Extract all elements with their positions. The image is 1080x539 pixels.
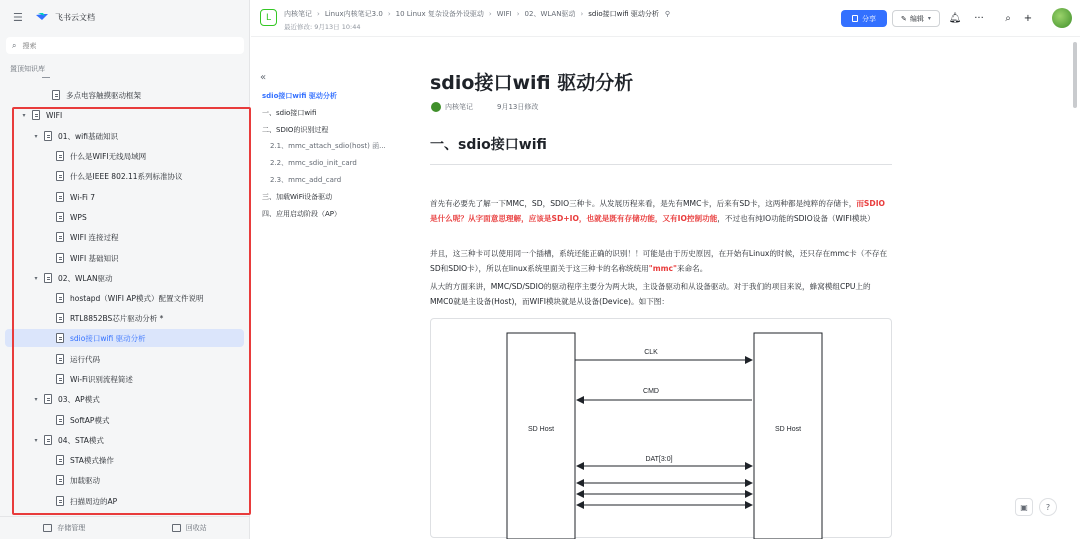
tree-item-label: Wi-Fi 7 [70, 192, 96, 202]
tree-item-label: 多点电容触摸驱动框架 [66, 90, 141, 100]
breadcrumb: 内核笔记 › Linux内核笔记3.0 › 10 Linux 复杂设备外设驱动 › WIFI › 02、WLAN驱动 › sdio接口wifi 驱动分析 ⚲ [284, 10, 671, 18]
doc-info-icon[interactable]: ▣ [1015, 498, 1033, 516]
document-title: sdio接口wifi 驱动分析 [430, 72, 634, 94]
tree-item[interactable] [44, 188, 95, 206]
tree-item-label: 什么是WIFI无线局域网 [70, 151, 147, 161]
edit-label: 编辑 [909, 14, 924, 23]
right-host-box [754, 333, 822, 539]
search-input[interactable] [22, 42, 222, 50]
sidebar-footer [0, 516, 250, 539]
document-meta [431, 102, 538, 112]
tree-item-label: 04、STA模式 [58, 435, 104, 445]
tree-item[interactable] [44, 492, 117, 510]
tree-item[interactable] [40, 86, 141, 104]
author-avatar[interactable] [431, 102, 441, 112]
tree-item[interactable] [20, 106, 62, 124]
tree-item-label: 扫描周边的AP [70, 496, 118, 506]
search-icon[interactable]: ⌕ [1005, 12, 1011, 24]
tree-item-label: sdio接口wifi 驱动分析 [70, 333, 146, 343]
tree-item[interactable] [44, 370, 133, 388]
document-icon [56, 455, 64, 465]
chevron-down-icon: ▾ [927, 15, 931, 22]
heading-1: 一、sdio接口wifi [430, 137, 547, 153]
tree-item[interactable] [44, 208, 87, 226]
author-name[interactable]: 内核笔记 [445, 103, 473, 111]
breadcrumb-item[interactable]: WIFI [496, 10, 512, 18]
edit-mode-button[interactable] [892, 10, 940, 27]
expand-caret-icon[interactable]: ▾ [34, 274, 38, 282]
tree-item[interactable] [44, 471, 100, 489]
help-icon[interactable]: ? [1039, 498, 1057, 516]
tree-item-label: 加载驱动 [70, 475, 100, 485]
sidebar-search[interactable] [6, 37, 244, 54]
document-icon [56, 415, 64, 425]
outline-item[interactable]: 二、SDIO的识别过程 [262, 126, 329, 134]
add-icon[interactable]: + [1023, 12, 1033, 24]
document-icon [56, 496, 64, 506]
storage-button[interactable] [43, 523, 85, 533]
trash-label: 回收站 [185, 524, 207, 532]
cmd-label: CMD [643, 388, 659, 395]
storage-label: 存储管理 [57, 524, 86, 532]
paragraph-text: 首先有必要先了解一下MMC，SD，SDIO三种卡。从发展历程来看，是先有MMC卡，后来有SD卡，这两种都是纯粹的存储卡， [430, 199, 857, 208]
pin-icon[interactable]: ⚲ [664, 10, 671, 18]
tree-item-label: STA模式操作 [70, 455, 114, 465]
paragraph-3: 从大的方面来讲，MMC/SD/SDIO的驱动程序主要分为两大块，主设备驱动和从设备驱动。对于我们的项目来说，蜂窝模组CPU上的MMC0就是主设备(Host)，而WIFI模块就是从设备(Device)。如下图： [430, 282, 871, 306]
document-icon [44, 394, 52, 404]
tree-item-label: 02、WLAN驱动 [58, 273, 113, 283]
last-edited: 最近修改: 9月13日 10:44 [284, 23, 361, 31]
breadcrumb-item[interactable]: 内核笔记 [284, 10, 312, 18]
tree-item[interactable] [44, 167, 183, 185]
left-host-box [507, 333, 575, 539]
outline-item[interactable]: 2.3、mmc_add_card [270, 176, 342, 184]
outline-item[interactable]: 2.1、mmc_attach_sdio(host) 函... [270, 142, 386, 150]
expand-caret-icon[interactable]: ▾ [34, 132, 38, 140]
top-bar [251, 0, 1080, 37]
doc-space-badge[interactable]: L [260, 9, 277, 26]
breadcrumb-item[interactable]: Linux内核笔记3.0 [324, 10, 383, 18]
outline-item[interactable]: 一、sdio接口wifi [262, 109, 317, 117]
tree-item[interactable] [44, 411, 109, 429]
tree-item[interactable] [32, 431, 104, 449]
document-icon [44, 435, 52, 445]
document-icon [56, 212, 64, 222]
tree-item[interactable] [32, 127, 118, 145]
notification-bell-icon[interactable]: 🔔︎ [948, 12, 962, 24]
tree-item-current[interactable] [5, 329, 244, 347]
document-icon [56, 232, 64, 242]
paragraph-text: ，不过也有纯IO功能的SDIO设备（WIFI模块） [717, 214, 875, 223]
breadcrumb-item[interactable]: 10 Linux 复杂设备外设驱动 [395, 10, 484, 18]
collapse-outline-icon[interactable]: « [260, 72, 267, 83]
trash-icon [172, 524, 181, 532]
tree-item-label: SoftAP模式 [70, 415, 110, 425]
right-box-label: SD Host [774, 426, 802, 433]
tree-item-label: 01、wifi基础知识 [58, 131, 118, 141]
tree-item-label: WPS [70, 212, 87, 222]
tree-item[interactable] [32, 269, 113, 287]
share-label: 分享 [862, 14, 876, 23]
document-icon [44, 131, 52, 141]
document-icon [32, 110, 40, 120]
sidebar-header [0, 0, 250, 34]
outline-item[interactable]: 三、加载WiFi设备驱动 [262, 193, 333, 201]
document-icon [56, 151, 64, 161]
trash-button[interactable] [172, 523, 207, 533]
expand-caret-icon[interactable]: ▾ [34, 395, 38, 403]
paragraph-1 [430, 196, 892, 226]
feishu-logo-icon [35, 11, 49, 23]
page-scrollbar[interactable] [1073, 42, 1077, 108]
document-icon [56, 333, 64, 343]
pencil-icon: ✎ [901, 14, 907, 23]
tree-item-label: hostapd（WIFI AP模式）配置文件说明 [70, 293, 204, 303]
app-name: 飞书云文档 [55, 12, 95, 22]
paragraph-text: 来命名。 [677, 264, 708, 273]
document-icon [56, 192, 64, 202]
tree-item-label: Wi-Fi识别流程简述 [70, 374, 133, 384]
document-icon [56, 374, 64, 384]
tree-item-label: WIFI 连接过程 [70, 232, 119, 242]
document-icon [56, 475, 64, 485]
tree-item[interactable] [44, 147, 146, 165]
highlighted-text: 而SDIO是什么呢？从字面意思理解，应该是SD+IO，也就是既有存储功能，又有IO控制功能 [430, 199, 885, 223]
search-icon: ⌕ [12, 40, 17, 50]
tree-item[interactable] [44, 451, 114, 469]
share-icon [852, 15, 858, 22]
sidebar-toggle-icon[interactable]: ☰ [13, 10, 23, 24]
storage-icon [43, 524, 52, 532]
expand-caret-icon[interactable]: ▾ [22, 111, 26, 119]
collapsed-indicator [42, 77, 50, 78]
sdio-diagram [430, 318, 892, 538]
left-box-label: SD Host [527, 426, 555, 433]
section-label: 置顶知识库 [10, 65, 45, 73]
breadcrumb-item[interactable]: 02、WLAN驱动 [524, 10, 576, 18]
tree-item-label: RTL8852BS芯片驱动分析 * [70, 313, 164, 323]
document-icon [52, 90, 60, 100]
tree-item-label: WIFI 基础知识 [70, 253, 119, 263]
paragraph-text: 并且，这三种卡可以使用同一个插槽，系统还能正确的识别！！可能是由于历史原因，在开始有Linux的时候，还只存在mmc卡（不存在SD和SDIO卡），所以在linux系统里面关于这三种卡的名称统统用 [430, 249, 888, 273]
tree-item[interactable] [44, 350, 100, 368]
tree-item[interactable] [44, 228, 119, 246]
document-icon [56, 293, 64, 303]
expand-caret-icon[interactable]: ▾ [34, 436, 38, 444]
user-avatar[interactable] [1052, 8, 1072, 28]
breadcrumb-current: sdio接口wifi 驱动分析 [588, 10, 659, 18]
tree-item-label: WIFI [46, 110, 63, 120]
tree-item-label: 什么是IEEE 802.11系列标准协议 [70, 171, 183, 181]
document-icon [56, 354, 64, 364]
modified-time: 9月13日修改 [497, 103, 539, 111]
outline-item[interactable]: 2.2、mmc_sdio_init_card [270, 159, 357, 167]
tree-item[interactable] [44, 289, 204, 307]
tree-item-label: 运行代码 [70, 354, 100, 364]
paragraph-2 [430, 246, 892, 276]
clk-label: CLK [644, 349, 658, 356]
document-icon [44, 273, 52, 283]
tree-item[interactable] [44, 309, 163, 327]
document-icon [56, 171, 64, 181]
tree-item-label: 03、AP模式 [58, 394, 100, 404]
diagram-canvas [431, 319, 893, 539]
heading-divider [430, 164, 892, 165]
dat-label: DAT[3:0] [645, 456, 673, 463]
tree-item[interactable] [32, 390, 100, 408]
document-icon [56, 313, 64, 323]
highlighted-text: "mmc" [648, 264, 677, 273]
tree-item[interactable] [44, 249, 119, 267]
more-icon[interactable]: ··· [974, 12, 984, 24]
share-button[interactable] [841, 10, 887, 27]
outline-item[interactable]: 四、应用启动阶段（AP） [262, 210, 342, 218]
document-icon [56, 253, 64, 263]
sidebar [0, 0, 250, 539]
outline-item[interactable]: sdio接口wifi 驱动分析 [262, 92, 337, 100]
